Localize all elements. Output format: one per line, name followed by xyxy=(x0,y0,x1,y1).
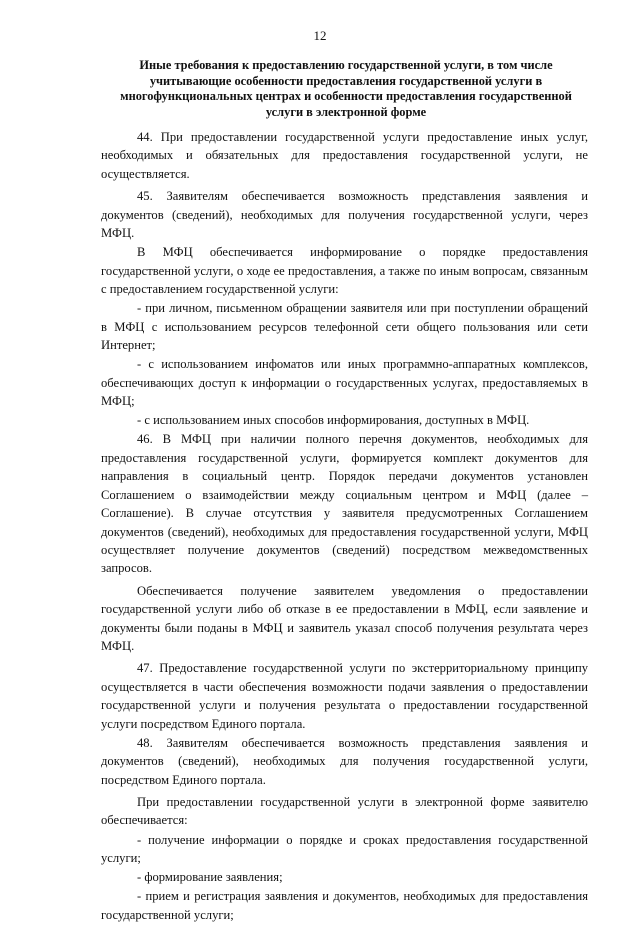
paragraph-47: 47. Предоставление государственной услуги по экстерриториальному принципу осуществляется в части обеспечения возможности подачи заявления о предоставлении государственной услуги и получения результата о предоставлении государственной услуги посредством Единого портала. xyxy=(101,661,588,731)
page-number: 12 xyxy=(313,28,327,43)
list-item-other-methods: - с использованием иных способов информирования, доступных в МФЦ. xyxy=(137,413,530,428)
list-item-info-procedure: - получение информации о порядке и сроках предоставления государственной услуги; xyxy=(101,832,588,866)
list-item-registration: - прием и регистрация заявления и документов, необходимых для предоставления государственной услуги; xyxy=(101,889,588,922)
paragraph-electronic-form: При предоставлении государственной услуги в электронной форме заявителю обеспечивается: xyxy=(101,795,588,828)
paragraph-notification: Обеспечивается получение заявителем уведомления о предоставлении государственной услуги либо об отказе в ее предоставлении в МФЦ, если заявление и документы были поданы в МФЦ и заявитель указал способ получения результата через МФЦ. xyxy=(101,583,588,653)
paragraph-mfc-informing: В МФЦ обеспечивается информирование о порядке предоставления государственной услуги, о ходе ее предоставления, а также по иным вопросам, связанным с предоставлением государственной услуги: xyxy=(101,245,588,297)
paragraph-44: 44. При предоставлении государственной услуги предоставление иных услуг, необходимых и обязательных для предоставления государственной услуги, не осуществляется. xyxy=(101,130,588,181)
section-heading: Иные требования к предоставлению государственной услуги, в том числе учитывающие особенности предоставления государственной услуги в многофункциональных центрах и особенности предоставления государственной услуги в электронной форме xyxy=(120,58,572,119)
paragraph-45: 45. Заявителям обеспечивается возможность представления заявления и документов (сведений), необходимых для получения государственной услуги, через МФЦ. xyxy=(101,189,588,241)
list-item-form-application: - формирование заявления; xyxy=(137,870,283,885)
list-item-personal-request: - при личном, письменном обращении заявителя или при поступлении обращений в МФЦ с использованием ресурсов телефонной сети общего пользования или сети Интернет; xyxy=(101,301,588,353)
paragraph-46: 46. В МФЦ при наличии полного перечня документов, необходимых для предоставления государственной услуги, формируется комплект документов для направления в социальный центр. Порядок передачи документов установлен Соглашением о взаимодействии между социальным центром и МФЦ (далее – Соглашение). В случае отсутствия у заявителя предусмотренных Соглашением документов (сведений), необходимых для предоставления государственной услуги, МФЦ осуществляет получение документов (сведений) посредством межведомственных запросов. xyxy=(101,432,588,576)
paragraph-48: 48. Заявителям обеспечивается возможность представления заявления и документов (сведений), необходимых для получения государственной услуги, посредством Единого портала. xyxy=(101,735,588,787)
document-body xyxy=(101,128,588,925)
list-item-infomats: - с использованием инфоматов или иных программно-аппаратных комплексов, обеспечивающих доступ к информации о государственных услугах, предоставляемых в МФЦ; xyxy=(101,357,588,409)
